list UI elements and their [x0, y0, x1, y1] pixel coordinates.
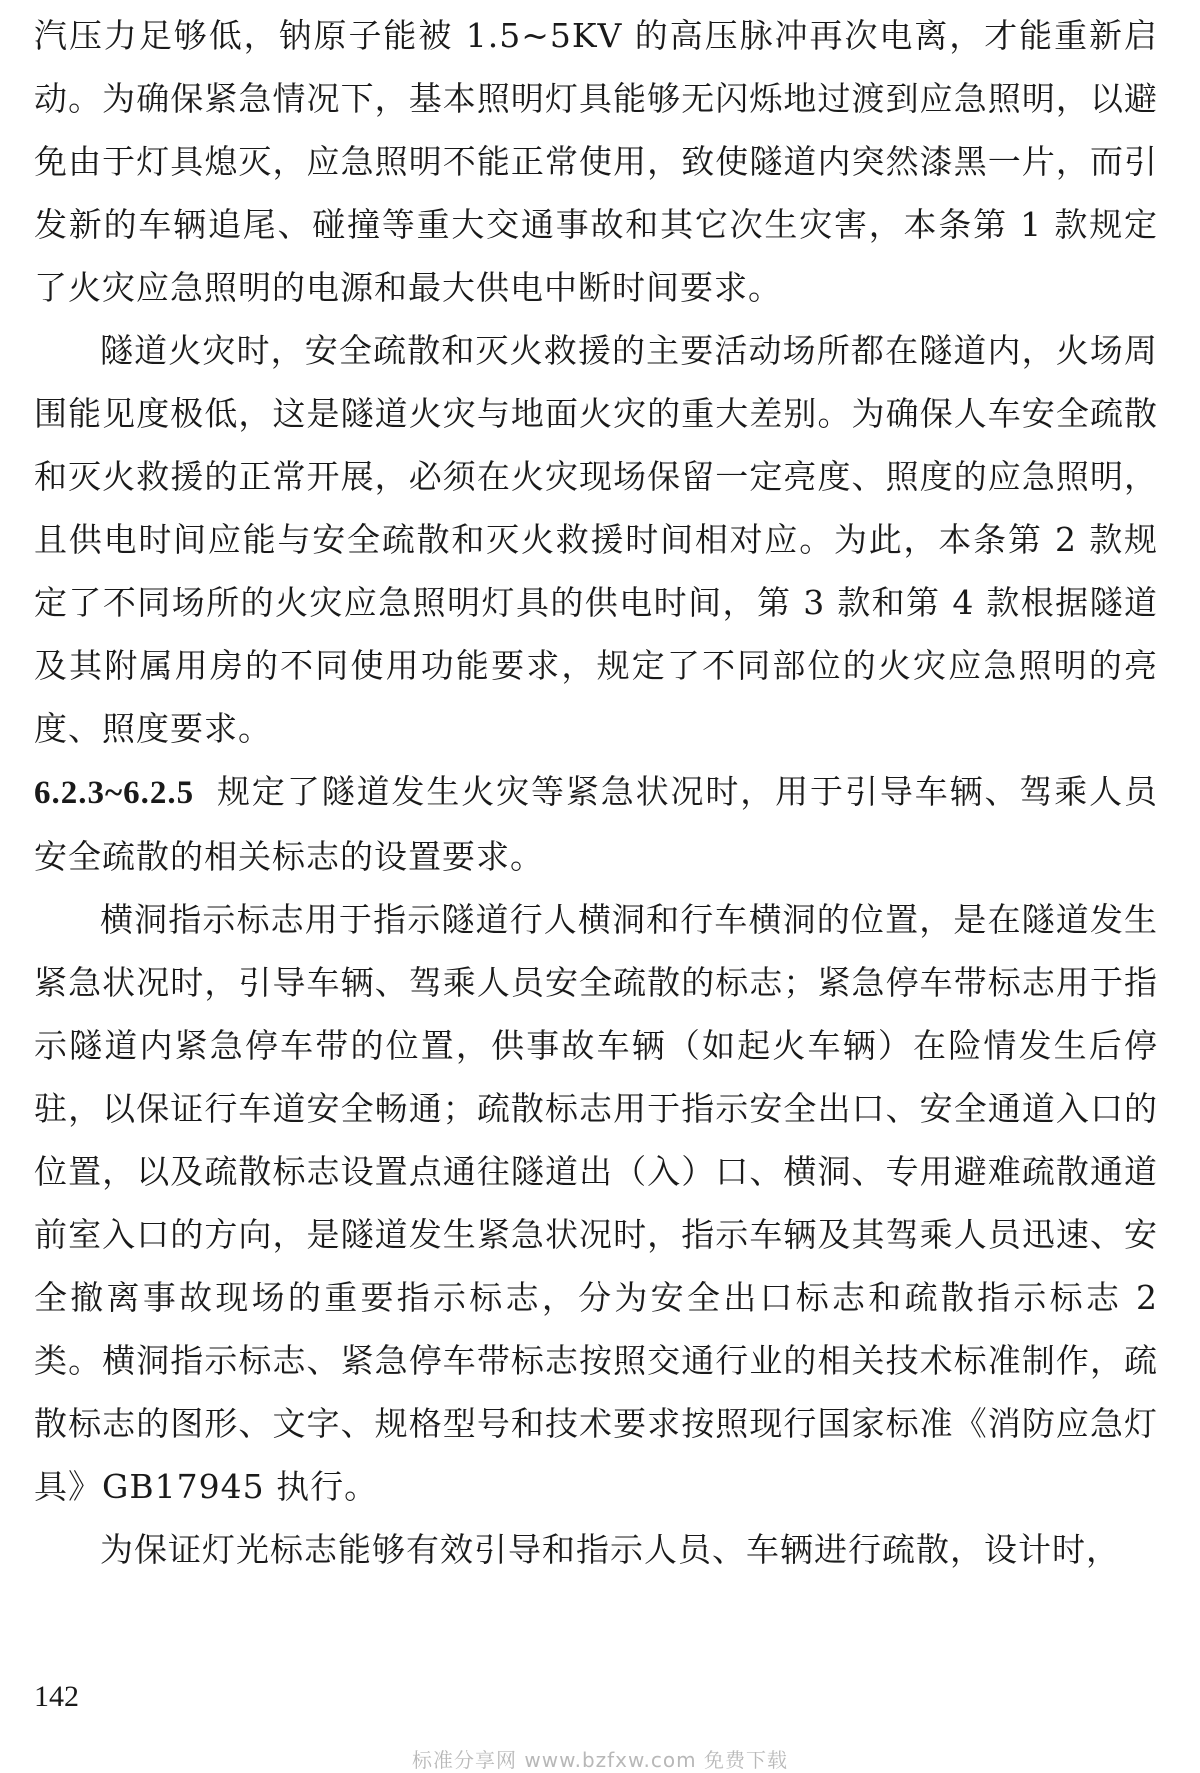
- page-number: 142: [34, 1680, 79, 1713]
- clause-text: 规定了隧道发生火灾等紧急状况时，用于引导车辆、驾乘人员安全疏散的相关标志的设置要求。: [34, 772, 1158, 876]
- paragraph-4: 横洞指示标志用于指示隧道行人横洞和行车横洞的位置，是在隧道发生紧急状况时，引导车辆、驾乘人员安全疏散的标志；紧急停车带标志用于指示隧道内紧急停车带的位置，供事故车辆（如起火车辆）在险情发生后停驻，以保证行车道安全畅通；疏散标志用于指示安全出口、安全通道入口的位置，以及疏散标志设置点通往隧道出（入）口、横洞、专用避难疏散通道前室入口的方向，是隧道发生紧急状况时，指示车辆及其驾乘人员迅速、安全撤离事故现场的重要指示标志，分为安全出口标志和疏散指示标志 2 类。横洞指示标志、紧急停车带标志按照交通行业的相关技术标准制作，疏散标志的图形、文字、规格型号和技术要求按照现行国家标准《消防应急灯具》GB17945 执行。: [34, 900, 1158, 1506]
- clause-number: 6.2.3~6.2.5: [34, 775, 195, 811]
- paragraph-clause: [34, 760, 1158, 888]
- paragraph-2: 隧道火灾时，安全疏散和灭火救援的主要活动场所都在隧道内，火场周围能见度极低，这是隧道火灾与地面火灾的重大差别。为确保人车安全疏散和灭火救援的正常开展，必须在火灾现场保留一定亮度、照度的应急照明，且供电时间应能与安全疏散和灭火救援时间相对应。为此，本条第 2 款规定了不同场所的火灾应急照明灯具的供电时间，第 3 款和第 4 款根据隧道及其附属用房的不同使用功能要求，规定了不同部位的火灾应急照明的亮度、照度要求。: [34, 331, 1158, 748]
- paragraph-1: 汽压力足够低，钠原子能被 1.5~5KV 的高压脉冲再次电离，才能重新启动。为确保紧急情况下，基本照明灯具能够无闪烁地过渡到应急照明，以避免由于灯具熄灭，应急照明不能正常使用，致使隧道内突然漆黑一片，而引发新的车辆追尾、碰撞等重大交通事故和其它次生灾害，本条第 1 款规定了火灾应急照明的电源和最大供电中断时间要求。: [34, 16, 1158, 307]
- watermark: 标准分享网 www.bzfxw.com 免费下载: [412, 1748, 788, 1772]
- paragraph-5: 为保证灯光标志能够有效引导和指示人员、车辆进行疏散，设计时，: [100, 1530, 1120, 1569]
- document-body: [34, 4, 1158, 1581]
